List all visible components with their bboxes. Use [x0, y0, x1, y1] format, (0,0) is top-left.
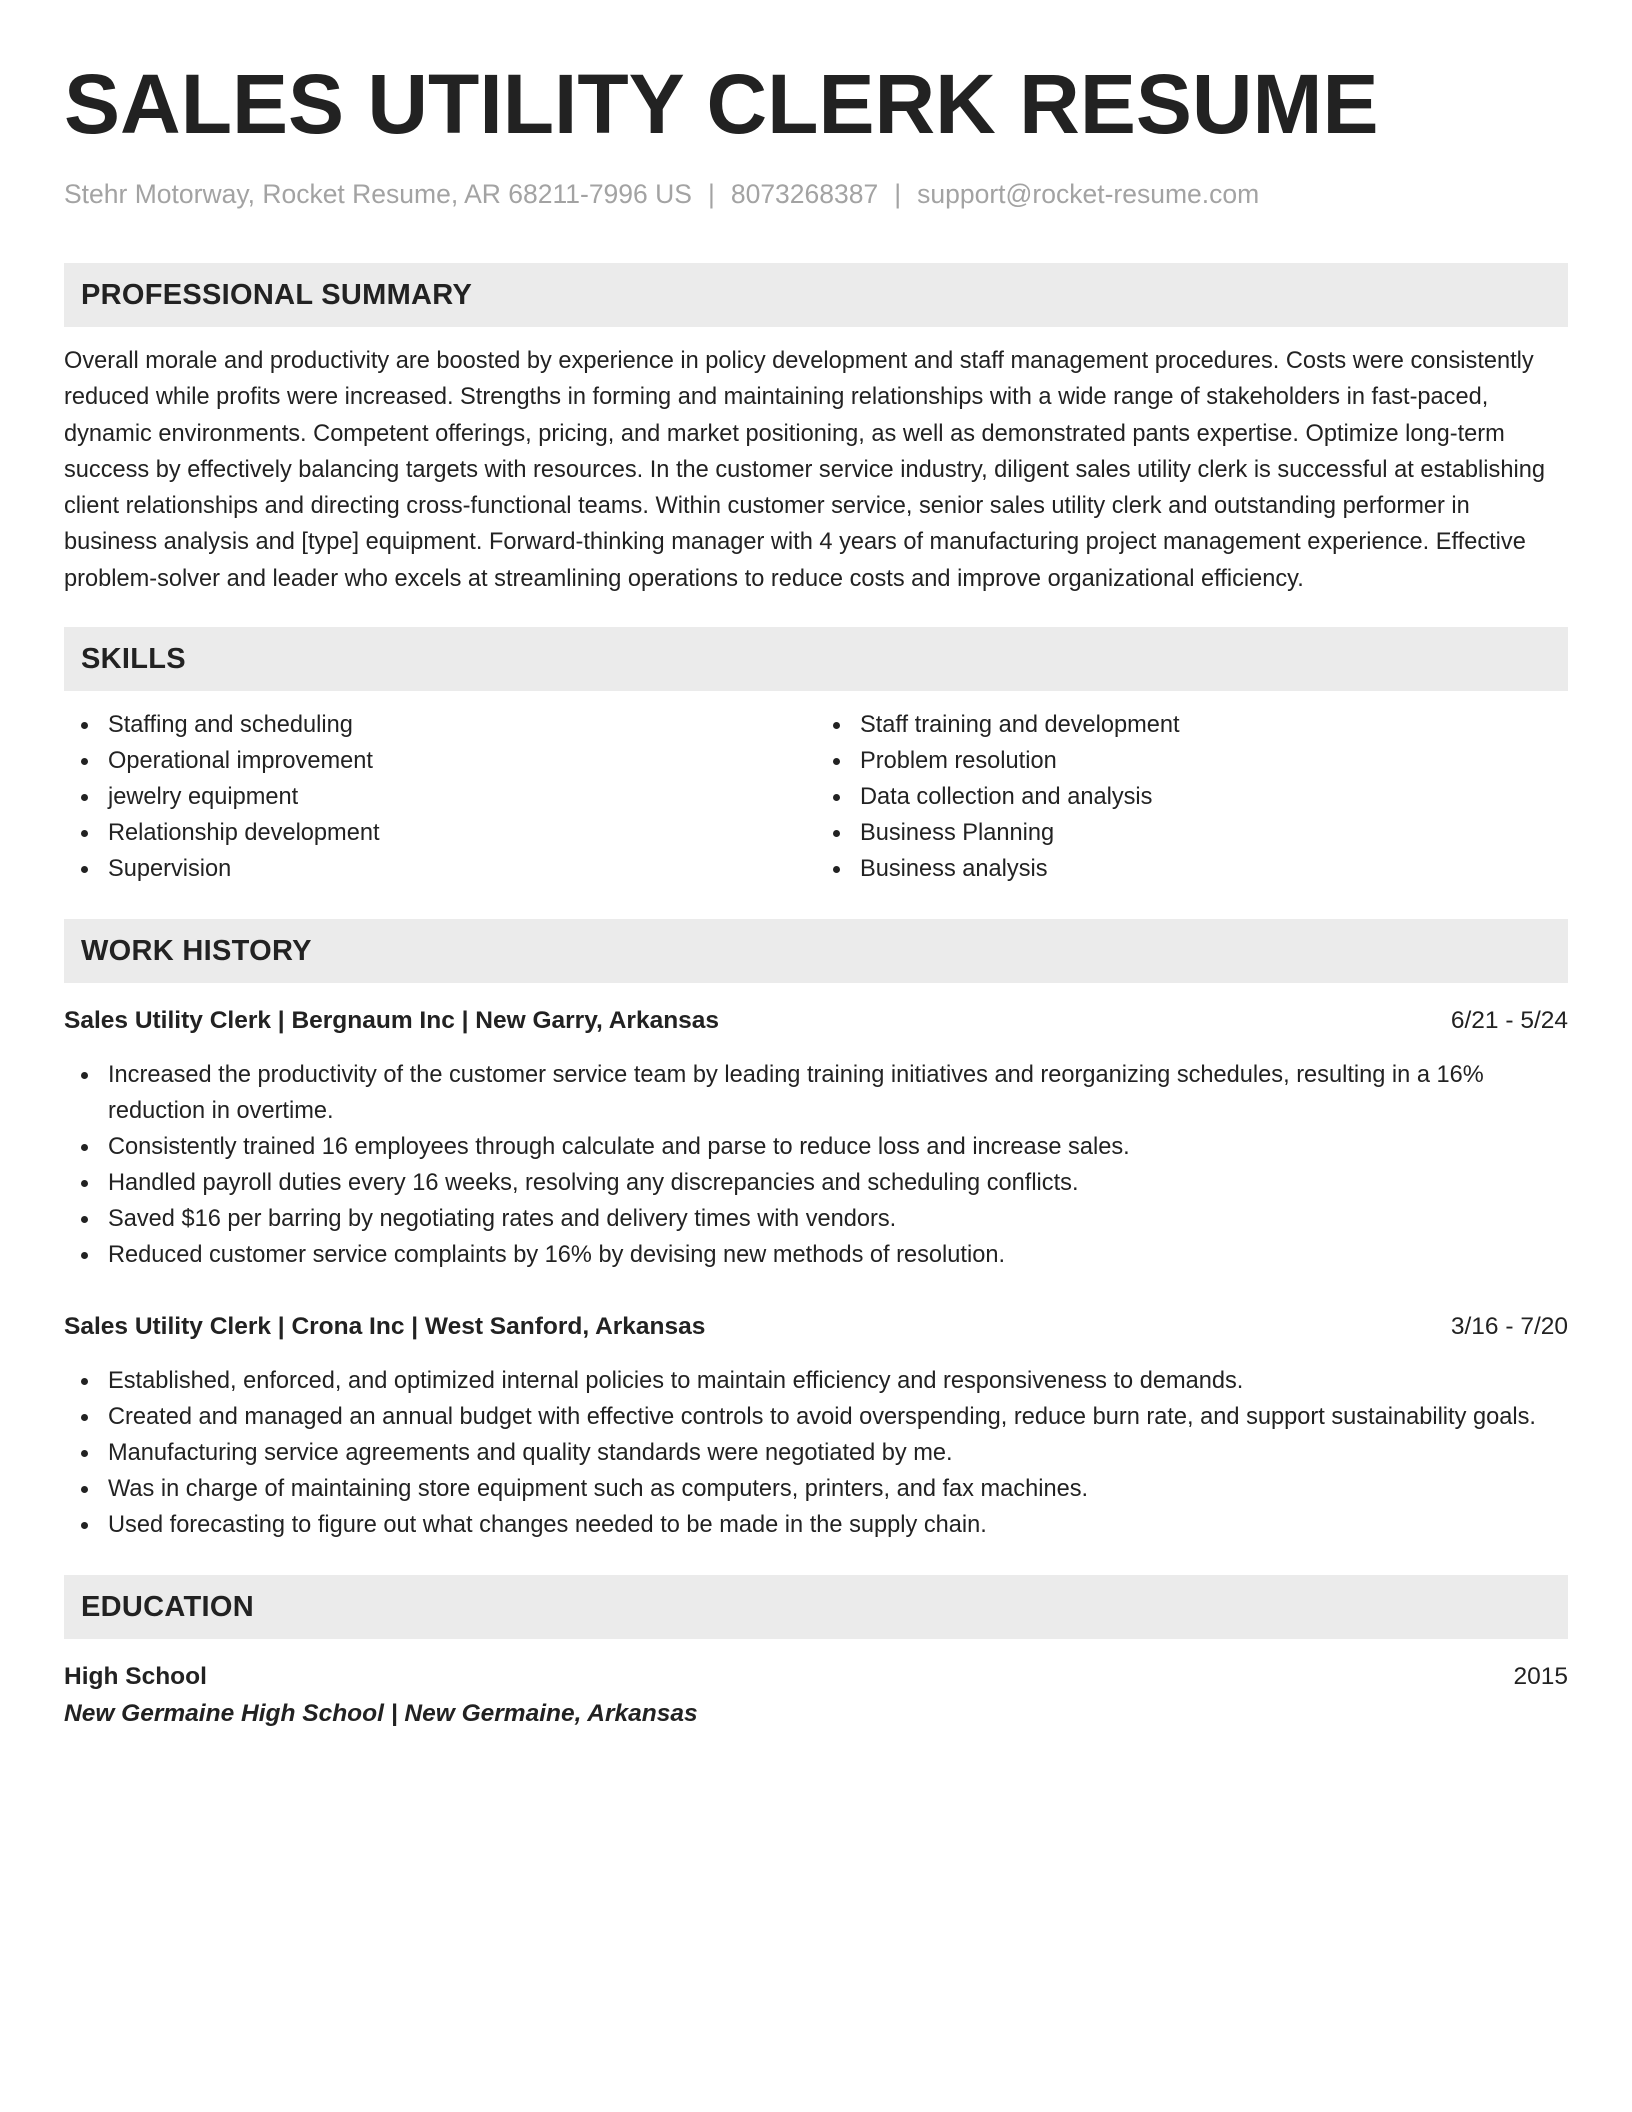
contact-phone: 8073268387 — [730, 179, 879, 209]
skill-item: Relationship development — [64, 815, 816, 851]
section-header-summary: PROFESSIONAL SUMMARY — [64, 263, 1568, 327]
job-bullet: Created and managed an annual budget with effective controls to avoid overspending, reduce burn rate, and support sustainability goals. — [64, 1399, 1568, 1435]
skills-column-right — [816, 707, 1568, 887]
contact-separator: | — [707, 179, 715, 209]
job-bullet: Established, enforced, and optimized internal policies to maintain efficiency and responsiveness to demands. — [64, 1363, 1568, 1399]
skill-item: Data collection and analysis — [816, 779, 1568, 815]
job-bullet: Handled payroll duties every 16 weeks, resolving any discrepancies and scheduling conflicts. — [64, 1165, 1568, 1201]
job-bullet: Manufacturing service agreements and quality standards were negotiated by me. — [64, 1435, 1568, 1471]
job-bullet: Was in charge of maintaining store equipment such as computers, printers, and fax machines. — [64, 1471, 1568, 1507]
skill-item: Business analysis — [816, 851, 1568, 887]
skill-item: Problem resolution — [816, 743, 1568, 779]
job-entry — [64, 1003, 1568, 1273]
job-dates: 6/21 - 5/24 — [1450, 1007, 1568, 1035]
education-degree: High School — [64, 1663, 207, 1691]
skills-list-right — [816, 707, 1568, 887]
job-bullets — [64, 1363, 1568, 1543]
job-title: Sales Utility Clerk | Bergnaum Inc | New Garry, Arkansas — [64, 1007, 720, 1035]
job-header — [64, 1309, 1568, 1345]
skills-grid — [64, 707, 1568, 887]
contact-line — [64, 176, 1568, 212]
skill-item: Staffing and scheduling — [64, 707, 816, 743]
job-bullet: Used forecasting to figure out what changes needed to be made in the supply chain. — [64, 1507, 1568, 1543]
job-title: Sales Utility Clerk | Crona Inc | West Sanford, Arkansas — [64, 1313, 706, 1341]
section-header-education: EDUCATION — [64, 1575, 1568, 1639]
job-bullet: Increased the productivity of the customer service team by leading training initiatives and reorganizing schedules, resulting in a 16% reduction in overtime. — [64, 1057, 1568, 1129]
job-bullet: Reduced customer service complaints by 16% by devising new methods of resolution. — [64, 1237, 1568, 1273]
job-dates: 3/16 - 7/20 — [1450, 1313, 1568, 1341]
job-bullets — [64, 1057, 1568, 1273]
job-header — [64, 1003, 1568, 1039]
resume-title: SALES UTILITY CLERK RESUME — [64, 57, 1379, 151]
job-entry — [64, 1309, 1568, 1543]
education-school: New Germaine High School | New Germaine, Arkansas — [64, 1700, 698, 1728]
summary-text: Overall morale and productivity are boosted by experience in policy development and staff management procedures. Costs were consistently reduced while profits were increased. Strengths in forming and maintaining relationships with a wide range of stakeholders in fast-paced, dynamic environments. Competent offerings, pricing, and market positioning, as well as demonstrated pants expertise. Optimize long-term success by effectively balancing targets with resources. In the customer service industry, diligent sales utility clerk is successful at establishing client relationships and directing cross-functional teams. Within customer service, senior sales utility clerk and outstanding performer in business analysis and [type] equipment. Forward-thinking manager with 4 years of manufacturing project management experience. Effective problem-solver and leader who excels at streamlining operations to reduce costs and improve organizational efficiency. — [64, 348, 1545, 592]
skill-item: Business Planning — [816, 815, 1568, 851]
job-bullet: Consistently trained 16 employees through calculate and parse to reduce loss and increase sales. — [64, 1129, 1568, 1165]
skills-column-left — [64, 707, 816, 887]
skill-item: Operational improvement — [64, 743, 816, 779]
education-header — [64, 1659, 1568, 1695]
skills-list-left — [64, 707, 816, 887]
skill-item: Supervision — [64, 851, 816, 887]
section-header-work-history: WORK HISTORY — [64, 919, 1568, 983]
skill-item: jewelry equipment — [64, 779, 816, 815]
education-year: 2015 — [1513, 1663, 1568, 1691]
contact-email: support@rocket-resume.com — [917, 179, 1260, 209]
job-bullet: Saved $16 per barring by negotiating rates and delivery times with vendors. — [64, 1201, 1568, 1237]
contact-separator: | — [894, 179, 902, 209]
contact-address: Stehr Motorway, Rocket Resume, AR 68211-7996 US — [64, 179, 692, 209]
section-header-skills: SKILLS — [64, 627, 1568, 691]
skill-item: Staff training and development — [816, 707, 1568, 743]
education-entry — [64, 1659, 1568, 1733]
